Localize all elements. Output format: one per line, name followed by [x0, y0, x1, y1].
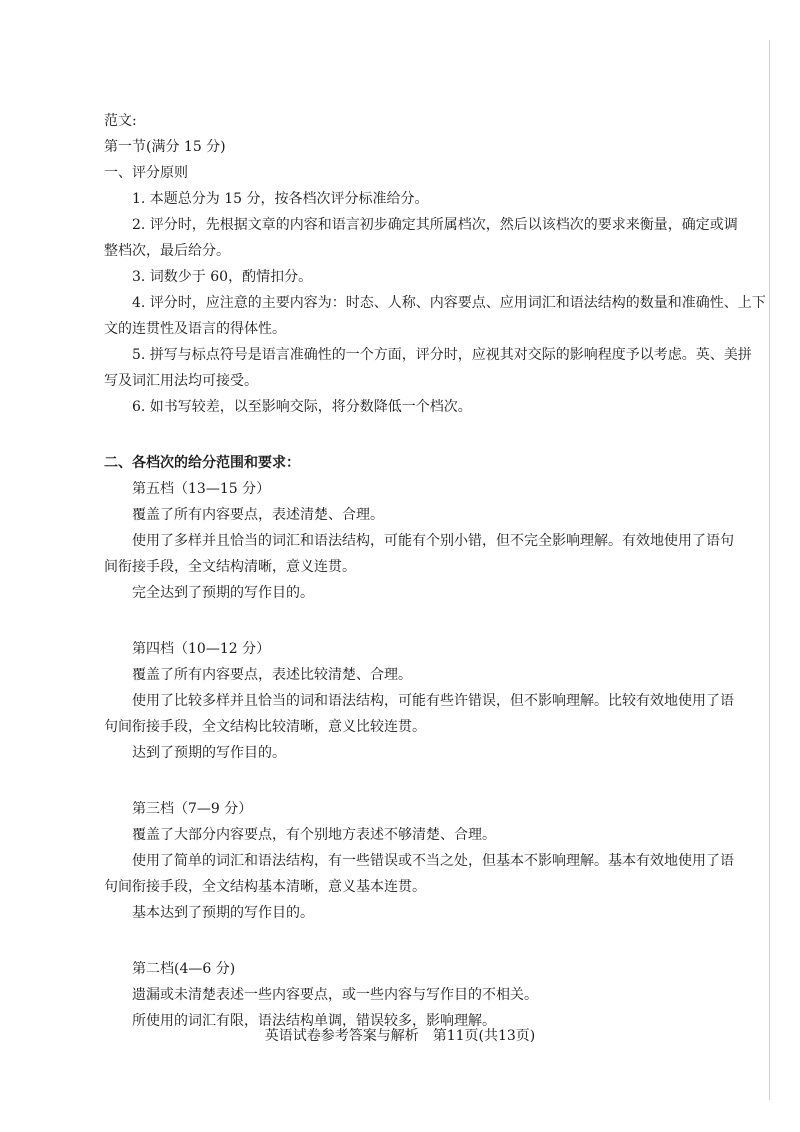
level-5-line: 完全达到了预期的写作目的。 [132, 585, 314, 601]
level-4-title: 第四档（10—12 分） [132, 641, 271, 657]
level-3-title: 第三档（7—9 分） [132, 801, 253, 817]
level-4-line: 句间衔接手段，全文结构比较清晰，意义比较连贯。 [104, 719, 426, 735]
level-3-line: 基本达到了预期的写作目的。 [132, 905, 314, 921]
principles-title: 一、评分原则 [104, 165, 188, 181]
level-5-line: 覆盖了所有内容要点，表述清楚、合理。 [132, 507, 384, 523]
level-4-line: 使用了比较多样并且恰当的词和语法结构，可能有些许错误，但不影响理解。比较有效地使用了语 [132, 693, 734, 709]
principle-3: 3. 词数少于 60，酌情扣分。 [132, 269, 313, 285]
document-body [104, 108, 766, 1034]
principle-5-cont: 写及词汇用法均可接受。 [104, 373, 258, 389]
principle-2-cont: 整档次，最后给分。 [104, 243, 230, 259]
principle-4-cont: 文的连贯性及语言的得体性。 [104, 321, 286, 337]
section-1-heading: 第一节(满分 15 分) [104, 139, 226, 155]
level-5-line: 间衔接手段，全文结构清晰，意义连贯。 [104, 559, 356, 575]
level-2-title: 第二档(4—6 分) [132, 961, 236, 977]
level-5-line: 使用了多样并且恰当的词汇和语法结构，可能有个别小错，但不完全影响理解。有效地使用了语句 [132, 533, 734, 549]
level-2-line: 所使用的词汇有限，语法结构单调，错误较多，影响理解。 [132, 1013, 496, 1029]
principle-4: 4. 评分时，应注意的主要内容为：时态、人称、内容要点、应用词汇和语法结构的数量和准确性、上下 [132, 295, 766, 311]
principle-1: 1. 本题总分为 15 分，按各档次评分标准给分。 [132, 191, 429, 207]
principle-6: 6. 如书写较差，以至影响交际，将分数降低一个档次。 [132, 399, 472, 415]
fanwen-heading: 范文: [104, 113, 137, 129]
scan-edge-line [769, 40, 770, 1100]
levels-title: 二、各档次的给分范围和要求： [104, 455, 300, 471]
level-5-title: 第五档（13—15 分） [132, 481, 271, 497]
principle-2: 2. 评分时，先根据文章的内容和语言初步确定其所属档次，然后以该档次的要求来衡量，确定或调 [132, 217, 738, 233]
principle-5: 5. 拼写与标点符号是语言准确性的一个方面，评分时，应视其对交际的影响程度予以考虑。英、美拼 [132, 347, 752, 363]
page-footer: 英语试卷参考答案与解析 第11页(共13页) [264, 1028, 536, 1044]
level-3-line: 使用了简单的词汇和语法结构，有一些错误或不当之处，但基本不影响理解。基本有效地使用了语 [132, 853, 734, 869]
level-3-line: 覆盖了大部分内容要点，有个别地方表述不够清楚、合理。 [132, 827, 496, 843]
level-2-line: 遗漏或未清楚表述一些内容要点，或一些内容与写作目的不相关。 [132, 987, 538, 1003]
level-4-line: 覆盖了所有内容要点，表述比较清楚、合理。 [132, 667, 412, 683]
level-4-line: 达到了预期的写作目的。 [132, 745, 286, 761]
level-3-line: 句间衔接手段，全文结构基本清晰，意义基本连贯。 [104, 879, 426, 895]
